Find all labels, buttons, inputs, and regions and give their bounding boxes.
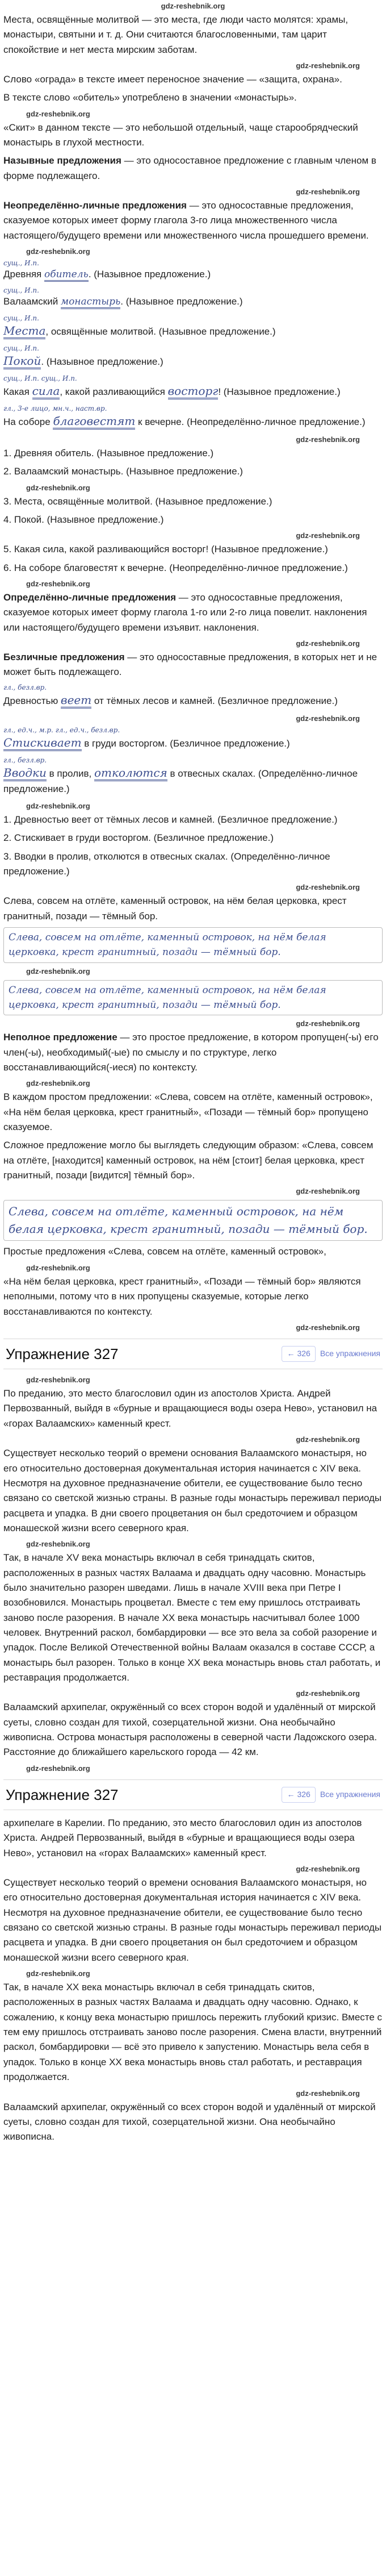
incomplete-term: Неполное предложение xyxy=(3,1032,118,1043)
bezl-answer-1: 1. Древностью веет от тёмных лесов и камней. (Безличное предложение.) xyxy=(3,814,338,825)
predicate-word: отколются xyxy=(94,766,167,781)
answer-4: 4. Покой. (Назывное предложение.) xyxy=(3,514,164,525)
ex326-p4: Валаамский архипелаг, окружённый со всех сторон водой и удалённый от мирской суеты, словно создан для тихой, созерцательной жизни. Она необычайно живописна. xyxy=(3,2101,376,2143)
exercise-nav-2 xyxy=(282,1787,380,1803)
ex327-p4: Валаамский архипелаг, окружённый со всех сторон водой и удалённый от мирской суеты, словно создан для тихой, созерцательной жизни. Она необычайно живописна. Острова монастыря расположены в северной части Ладожского озера. Расстояние до ближайшего карельского города — 42 км. xyxy=(3,1702,377,1758)
arrow-left-icon: ← xyxy=(287,1790,295,1799)
watermark: gdz-reshebnik.org xyxy=(26,109,90,118)
page xyxy=(0,1,386,2145)
watermark: gdz-reshebnik.org xyxy=(296,1187,360,1196)
opr-def xyxy=(3,590,383,635)
watermark: gdz-reshebnik.org xyxy=(296,531,360,540)
intro-p2: Слово «ограда» в тексте имеет переносное значение — «защита, охрана». xyxy=(3,74,342,85)
nazv-def-text: — это односоставное предложение с главным членом в форме подлежащего. xyxy=(3,155,376,181)
hand-line-2: сущ., И.п. Валаамский монастырь. (Назывное предложение.) xyxy=(3,286,383,309)
subject-word: Покой xyxy=(3,354,41,369)
watermark: gdz-reshebnik.org xyxy=(26,1969,90,1978)
line-text: . (Назывное предложение.) xyxy=(41,356,163,367)
nazv-term: Назывные предложения xyxy=(3,155,121,166)
predicate-word: веет xyxy=(61,693,91,708)
watermark: gdz-reshebnik.org xyxy=(296,714,360,723)
subject-word: монастырь xyxy=(61,296,120,309)
watermark: gdz-reshebnik.org xyxy=(296,2089,360,2098)
ex327-p3: Так, в начале XV века монастырь включал в себя тринадцать скитов, расположенных в разных частях Валаама и двадцать одну часовню. Монастырь было значительно разорен шведами. Лишь в начале XVIII века при Петре I возобновился. Монастырь процветал. Вместе с тем ему пришлось отстраивать заново после разорения. В начале XX века монастырь насчитывал более 1000 человек. Внутренний раскол, бомбардировки — все это вела за собой разорение и упадок. После Великой Отечественной войны Валаам оказался в составе СССР, а монастырь был разорен. Только в конце XX века монастырь вновь стал работать, и реставрация продолжается. xyxy=(3,1552,381,1683)
neopr-term: Неопределённо-личные предложения xyxy=(3,200,187,211)
watermark: gdz-reshebnik.org xyxy=(26,1079,90,1088)
answer-2: 2. Валаамский монастырь. (Назывное предложение.) xyxy=(3,466,243,477)
watermark: gdz-reshebnik.org xyxy=(296,1689,360,1698)
opr-def-text: — это односоставные предложения, сказуемое которых имеет форму глагола 1-го или 2-го лица повелит. наклонения или настоящего/будущего времени изъявит. наклонения. xyxy=(3,591,367,633)
ex326-p3: Так, в начале XX века монастырь включал в себя тринадцать скитов, расположенных в разных частях Валаама и двадцать одну часовню. Однако, к сожалению, к концу века монастырю пришлось пережить глубокий кризис. Вместе с тем ему пришлось отстраивать заново после разорения. Смена власти, внутренний раскол, бомбардировки — всё это привело к запустению. Монастырь вела себя в упадок. Только в конце XX века монастырь вновь стал работать, и реставрация продолжается. xyxy=(3,1982,383,2083)
watermark: gdz-reshebnik.org xyxy=(26,1375,90,1385)
grammar-note: сущ., И.п. xyxy=(3,314,39,322)
watermark: gdz-reshebnik.org xyxy=(296,187,360,197)
grammar-note: сущ., И.п. xyxy=(3,259,39,268)
exercise-header-2 xyxy=(3,1779,383,1810)
prev-exercise-button[interactable]: ← 326 xyxy=(282,1787,315,1803)
bezl-def-text: — это односоставные предложения, в которых нет и не может быть подлежащего. xyxy=(3,651,377,678)
predicate-word: Стискивает xyxy=(3,736,82,751)
hand-line-4 xyxy=(3,344,383,370)
watermark: gdz-reshebnik.org xyxy=(26,579,90,588)
incomplete-p2: В каждом простом предложении: «Слева, совсем на отлёте, каменный островок», «На нём белая церковка, крест гранитный», «Позади — тёмный бор» пропущено сказуемое. xyxy=(3,1091,373,1133)
all-exercises-link[interactable]: Все упражнения xyxy=(320,1349,380,1358)
grammar-note: сущ., И.п. xyxy=(3,344,39,352)
ex327-p2: Существует несколько теорий о времени основания Валаамского монастыря, но его относительно достоверная документальная история начинается с XIV века. Несмотря на духовное предназначение обители, ее существование было тесно связано со светской жизнью страны. В разные годы монастырь переживал периоды расцвета и упадка. В дни своего процветания он был средоточием и образцом монашеской жизни всего северного края. xyxy=(3,1448,382,1533)
opr-term: Определённо-личные предложения xyxy=(3,591,177,603)
bezl-term: Безличные предложения xyxy=(3,651,125,662)
hand-line-6: гл., 3-е лицо, мн.ч., наст.вр. На соборе благовестят к вечерне. (Неопределённо-личное предложение.) xyxy=(3,405,383,430)
grammar-note: сущ., И.п. сущ., И.п. xyxy=(3,374,77,382)
answer-1: 1. Древняя обитель. (Назывное предложение.) xyxy=(3,447,214,458)
ex326-p1: архипелаге в Карелии. По преданию, это место благословил один из апостолов Христа. Андрей Первозванный, выйдя в «бурные и вращающиеся воды озера Нево», установил на «горах Валаамских» каменный крест. xyxy=(3,1818,362,1858)
watermark: gdz-reshebnik.org xyxy=(26,247,90,256)
ex327-p1: По преданию, это место благословил один из апостолов Христа. Андрей Первозванный, выйдя в «бурные и вращающиеся воды озера Нево», установил на «горах Валаамских» каменный крест. xyxy=(3,1388,377,1429)
subject-word: обитель xyxy=(44,269,89,282)
watermark: gdz-reshebnik.org xyxy=(161,2,225,10)
grammar-note: гл., ед.ч., м.р. гл., ед.ч., безл.вр. xyxy=(3,726,120,734)
bezl-answer-2: 2. Стискивает в груди восторгом. (Безличное предложение.) xyxy=(3,832,274,844)
grammar-note: гл., безл.вр. xyxy=(3,683,47,691)
bezl-hand-2: гл., ед.ч., м.р. гл., ед.ч., безл.вр. Стискивает в груди восторгом. (Безличное предложение.) xyxy=(3,726,383,752)
neopr-def-text: — это односоставные предложения, сказуемое которых имеет форму глагола 3-го лица множественного числа настоящего/будущего времени или множественного числа прошедшего времени. xyxy=(3,200,369,241)
hand-line-3 xyxy=(3,314,383,340)
incomplete-p4: Простые предложения «Слева, совсем на отлёте, каменный островок», xyxy=(3,1246,326,1257)
island-p1: Слева, совсем на отлёте, каменный островок, на нём белая церковка, крест гранитный, позади — тёмный бор. xyxy=(3,895,347,922)
watermark: gdz-reshebnik.org xyxy=(296,1865,360,1874)
line-text: , освящённые молитвой. (Назывное предложение.) xyxy=(45,326,276,337)
watermark: gdz-reshebnik.org xyxy=(296,883,360,892)
island-hand-1: Слева, совсем на отлёте, каменный островок, на нём белая церковка, крест гранитный, позади — тёмный бор. xyxy=(3,927,383,963)
watermark: gdz-reshebnik.org xyxy=(296,1323,360,1332)
hand-line-5: сущ., И.п. сущ., И.п. Какая сила, какой разливающийся восторг! (Назывное предложение.) xyxy=(3,374,383,400)
watermark: gdz-reshebnik.org xyxy=(296,639,360,648)
grammar-note: гл., безл.вр. xyxy=(3,756,47,764)
predicate-word: Вводки xyxy=(3,766,47,781)
answer-3: 3. Места, освящённые молитвой. (Назывное предложение.) xyxy=(3,495,272,507)
neopr-def xyxy=(3,198,383,243)
subject-word: Места xyxy=(3,324,45,339)
watermark: gdz-reshebnik.org xyxy=(296,1435,360,1444)
bezl-def xyxy=(3,650,383,680)
subject-word: восторг xyxy=(168,384,219,399)
incomplete-hand: Слева, совсем на отлёте, каменный островок, на нём белая церковка, крест гранитный, позади — тёмный бор. xyxy=(3,1200,383,1241)
watermark: gdz-reshebnik.org xyxy=(296,61,360,70)
intro-p3: В тексте слово «обитель» употреблено в значении «монастырь». xyxy=(3,92,297,103)
intro-p4: «Скит» в данном тексте — это небольшой отдельный, чаще старообрядческий монастырь в глухой местности. xyxy=(3,122,358,148)
bezl-answer-3: 3. Вводки в пролив, отколются в отвесных скалах. (Определённо-личное предложение.) xyxy=(3,851,330,877)
grammar-note: сущ., И.п. xyxy=(3,286,39,295)
ex326-p2: Существует несколько теорий о времени основания Валаамского монастыря, но его относительно достоверная документальная история начинается с XIV века. Несмотря на духовное предназначение обители, ее существование было тесно связано со светской жизнью страны. В разные годы монастырь переживал периоды расцвета и упадка. В дни своего процветания он был средоточием и образцом монашеской жизни всего северного края. xyxy=(3,1877,382,1963)
watermark: gdz-reshebnik.org xyxy=(26,1263,90,1272)
watermark: gdz-reshebnik.org xyxy=(26,483,90,492)
grammar-note: гл., 3-е лицо, мн.ч., наст.вр. xyxy=(3,404,107,412)
exercise-title-2: Упражнение 327 xyxy=(6,1786,119,1803)
prev-exercise-button[interactable]: ← 326 xyxy=(282,1346,315,1362)
island-hand-2: Слева, совсем на отлёте, каменный островок, на нём белая церковка, крест гранитный, позади — тёмный бор. xyxy=(3,980,383,1016)
watermark: gdz-reshebnik.org xyxy=(26,801,90,810)
exercise-title: Упражнение 327 xyxy=(6,1345,119,1362)
watermark: gdz-reshebnik.org xyxy=(26,1764,90,1773)
watermark: gdz-reshebnik.org xyxy=(296,1019,360,1028)
incomplete-p5: «На нём белая церковка, крест гранитный», «Позади — тёмный бор» являются неполными, потому что в них пропущены сказуемые, которые легко восстанавливаются по контексту. xyxy=(3,1276,361,1317)
intro-p1: Места, освящённые молитвой — это места, где люди часто молятся: храмы, монастыри, святыни и т. д. Они считаются благословенными, там царит спокойствие и нет места мирским заботам. xyxy=(3,14,349,55)
hand-line-1: сущ., И.п. Древняя обитель. (Назывное предложение.) xyxy=(3,259,383,282)
incomplete-def-text: — это простое предложение, в котором пропущен(-ы) его член(-ы), необходимый(-ые) по смыслу и по структуре, легко восстанавливающийся(-иеся) по контексту. xyxy=(3,1032,379,1073)
predicate-word: благовестят xyxy=(53,414,135,430)
answer-6: 6. На соборе благовестят к вечерне. (Неопределённо-личное предложение.) xyxy=(3,562,348,573)
watermark: gdz-reshebnik.org xyxy=(296,435,360,444)
nazv-def xyxy=(3,153,383,184)
incomplete-p3: Сложное предложение могло бы выглядеть следующим образом: «Слева, совсем на отлёте, [находится] каменный островок, на нём [стоит] белая церковка, крест гранитный, позади [видится] тёмный бор». xyxy=(3,1140,374,1181)
bezl-hand-1: гл., безл.вр. Древностью веет от тёмных лесов и камней. (Безличное предложение.) xyxy=(3,683,383,709)
watermark: gdz-reshebnik.org xyxy=(26,966,90,976)
watermark: gdz-reshebnik.org xyxy=(26,1540,90,1549)
arrow-left-icon: ← xyxy=(287,1349,295,1358)
answer-5: 5. Какая сила, какой разливающийся восторг! (Назывное предложение.) xyxy=(3,544,328,555)
bezl-hand-3: гл., безл.вр. Вводки в пролив, отколются в отвесных скалах. (Определённо-личное предложение.) xyxy=(3,756,383,797)
exercise-header xyxy=(3,1339,383,1369)
all-exercises-link[interactable]: Все упражнения xyxy=(320,1790,380,1799)
incomplete-def xyxy=(3,1030,383,1075)
subject-word: сила xyxy=(32,384,60,399)
exercise-nav xyxy=(282,1346,380,1362)
